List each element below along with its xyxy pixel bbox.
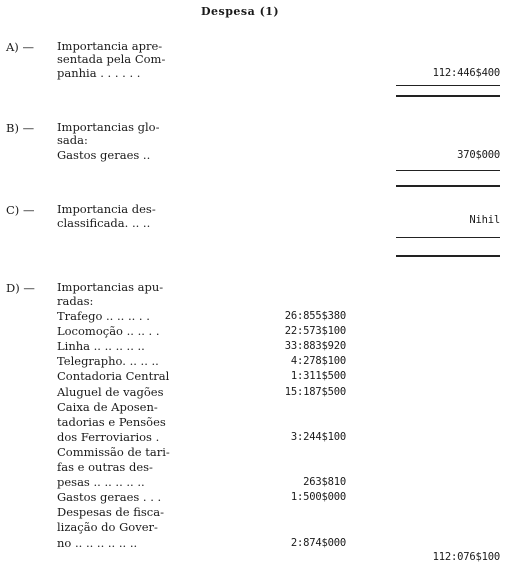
section-c-rule-1 xyxy=(396,237,500,238)
section-d-row-value: 26:855$380 xyxy=(284,310,346,322)
section-d-row-label: dos Ferroviarios . xyxy=(57,430,160,444)
section-b-line-3: Gastos geraes .. xyxy=(57,148,151,162)
section-a-rule-1 xyxy=(396,85,500,86)
section-a-letter: A) — xyxy=(6,40,34,54)
section-a-line-1: Importancia apre- xyxy=(57,39,163,53)
section-d-heading-1: Importancias apu- xyxy=(57,280,164,294)
section-b-line-1: Importancias glo- xyxy=(57,120,160,134)
section-d-row-label: Aluguel de vagões xyxy=(57,385,164,399)
section-d-letter: D) — xyxy=(6,281,35,295)
section-c-line-2: classificada. .. .. xyxy=(57,216,151,230)
section-d-row-label: Trafego .. .. .. . . xyxy=(57,309,150,323)
section-d-row-label: Gastos geraes . . . xyxy=(57,490,162,504)
section-d-row-value: 1:311$500 xyxy=(290,370,346,382)
section-d-row-label: no .. .. .. .. .. .. xyxy=(57,536,138,550)
page-title: Despesa (1) xyxy=(201,5,280,18)
section-b-value: 370$000 xyxy=(457,149,500,161)
section-c-line-1: Importancia des- xyxy=(57,202,156,216)
section-c-value: Nihil xyxy=(469,214,500,226)
section-a-line-2: sentada pela Com- xyxy=(57,52,166,66)
section-b-line-2: sada: xyxy=(57,133,88,147)
section-d-row-label: Contadoria Central xyxy=(57,369,170,383)
section-b-rule-1 xyxy=(396,170,500,171)
section-d-row-value: 263$810 xyxy=(303,476,346,488)
section-a-rule-2 xyxy=(396,95,500,97)
section-d-row-label: Commissão de tari- xyxy=(57,445,170,459)
section-d-row-label: lização do Gover- xyxy=(57,520,158,534)
section-d-total: 112:076$100 xyxy=(432,551,500,563)
section-d-row-label: pesas .. .. .. .. .. xyxy=(57,475,145,489)
section-a-value: 112:446$400 xyxy=(432,67,500,79)
section-d-row-label: tadorias e Pensões xyxy=(57,415,166,429)
section-a-line-3: panhia . . . . . . xyxy=(57,66,141,80)
section-d-heading-2: radas: xyxy=(57,294,94,308)
section-c-rule-2 xyxy=(396,255,500,257)
section-b-rule-2 xyxy=(396,185,500,187)
section-d-row-value: 4:278$100 xyxy=(290,355,346,367)
section-d-row-value: 2:874$000 xyxy=(290,537,346,549)
section-d-row-label: Linha .. .. .. .. .. xyxy=(57,339,145,353)
section-d-row-label: Caixa de Aposen- xyxy=(57,400,158,414)
section-b-letter: B) — xyxy=(6,121,35,135)
section-d-row-value: 3:244$100 xyxy=(290,431,346,443)
section-d-row-value: 22:573$100 xyxy=(284,325,346,337)
section-d-row-value: 33:883$920 xyxy=(284,340,346,352)
section-d-row-label: fas e outras des- xyxy=(57,460,153,474)
section-d-row-label: Despesas de fisca- xyxy=(57,505,164,519)
section-c-letter: C) — xyxy=(6,203,35,217)
section-d-row-label: Locomoção .. .. . . xyxy=(57,324,160,338)
section-d-row-value: 1:500$000 xyxy=(290,491,346,503)
section-d-row-value: 15:187$500 xyxy=(284,386,346,398)
section-d-row-label: Telegrapho. .. .. .. xyxy=(57,354,159,368)
